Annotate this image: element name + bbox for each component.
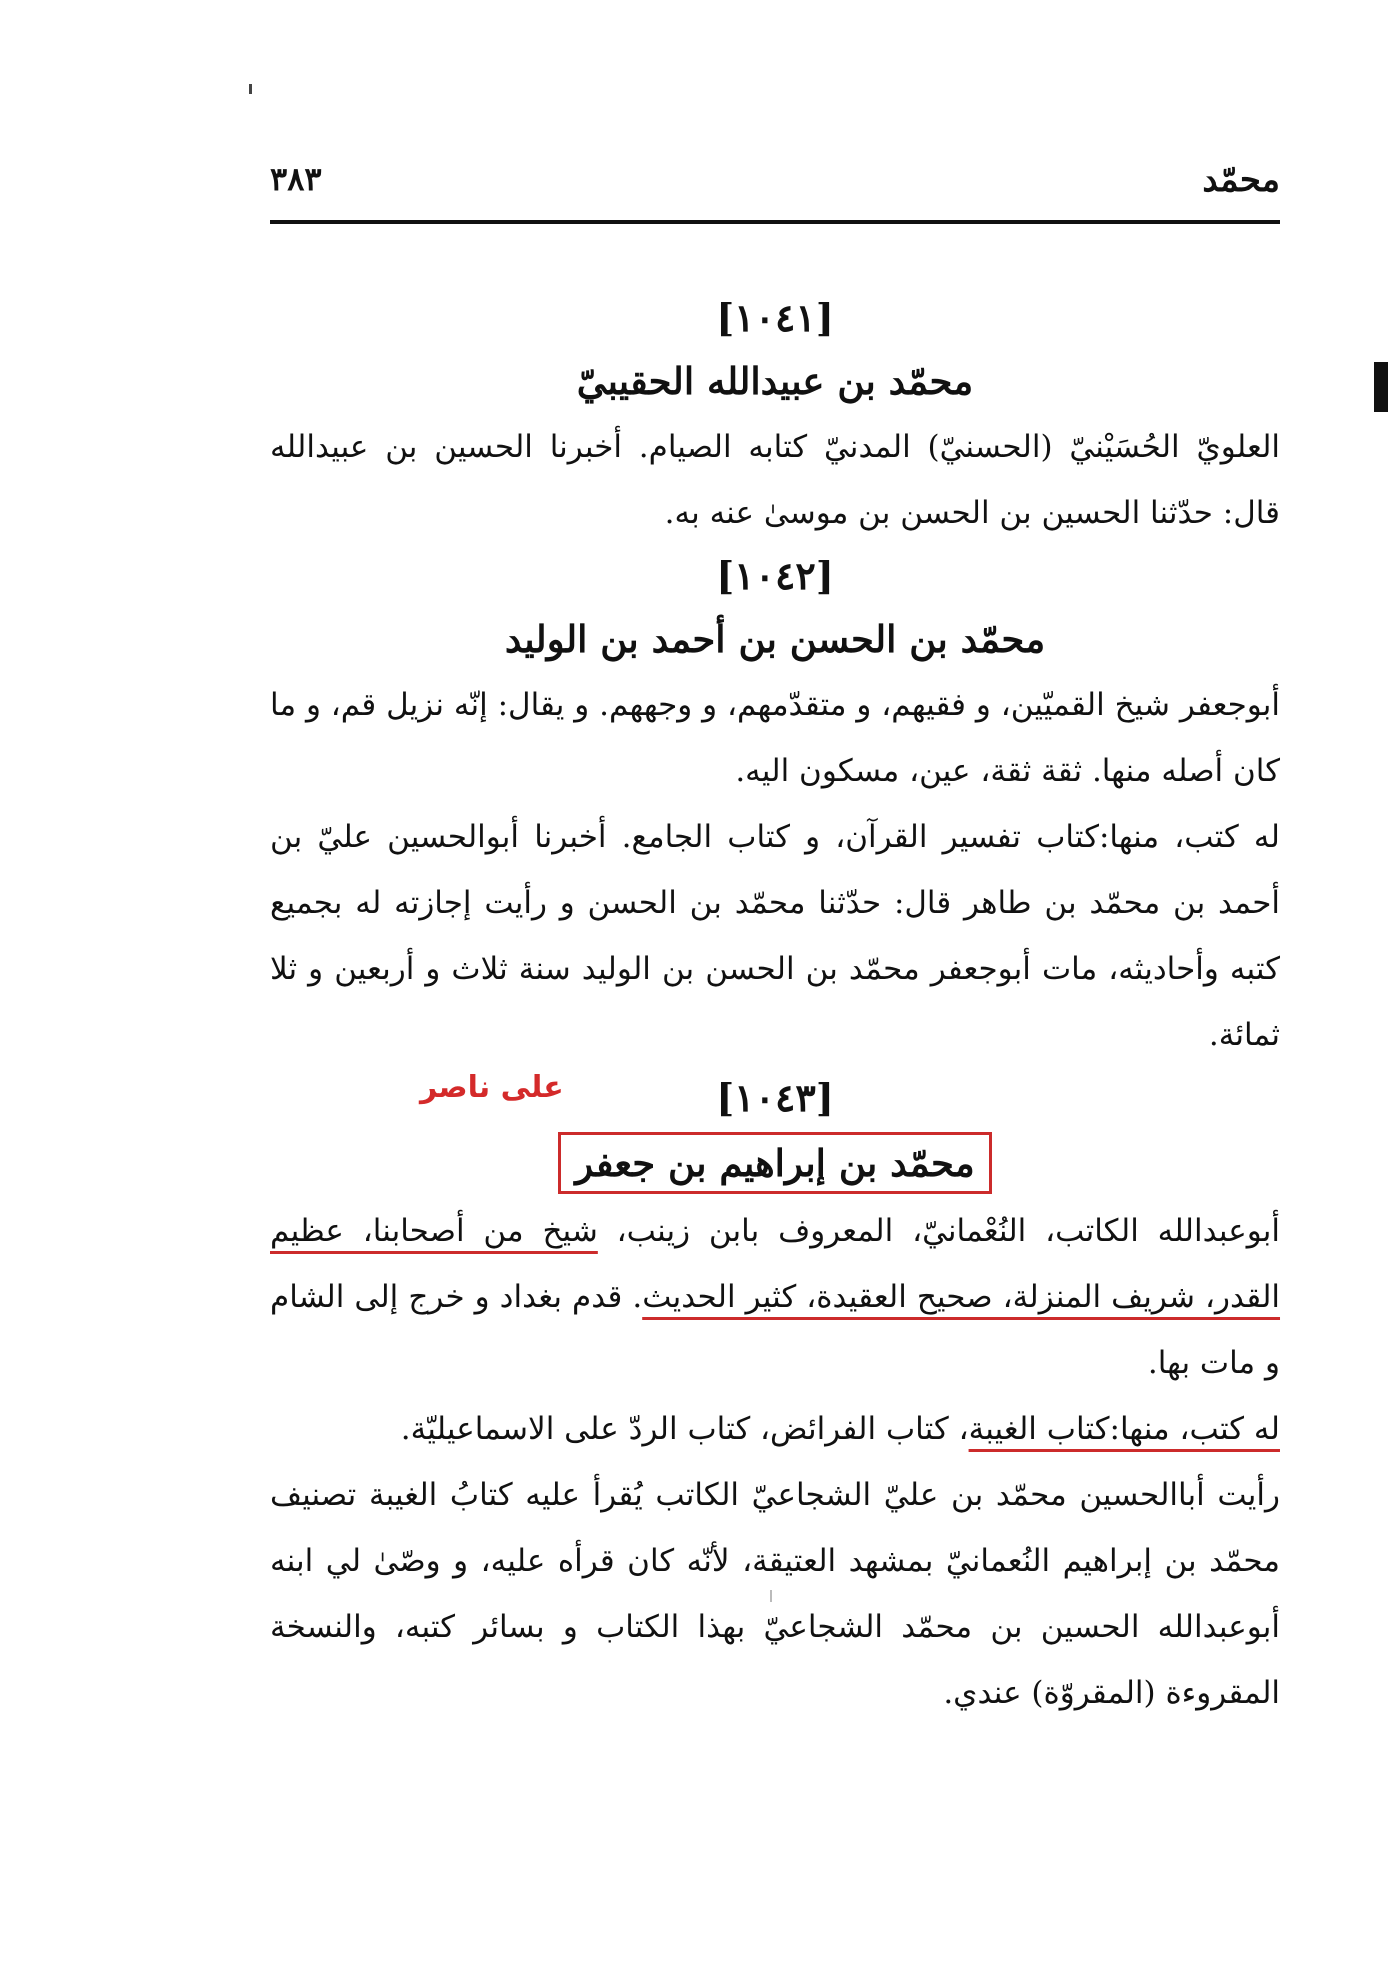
paragraph-text: أبوعبدالله الكاتب، النُعْمانيّ، المعروف بابن زينب، [597,1213,1280,1249]
entry-paragraph: رأيت أباالحسين محمّد بن عليّ الشجاعيّ الكاتب يُقرأ عليه كتابُ الغيبة تصنيف محمّد بن إبراهيم النُعمانيّ بمشهد العتيقة، لأنّه كان قرأه عليه، و وصّىٰ لي ابنه أبوعبدالله الحسين بن محمّد الشجاعيّ بهذا الكتاب و بسائر كتبه، والنسخة المقروءة (المقروّة) عندي. [270,1477,1280,1711]
paragraph-text: ، كتاب الفرائض، كتاب الردّ على الاسماعيليّة. [400,1411,969,1447]
page-content [270,288,1280,1726]
entry-name-box [270,1128,1280,1198]
entry-number: [١٠٤٢] [716,553,834,598]
page-header [270,150,1280,224]
entry-paragraph: العلويّ الحُسَيْنيّ (الحسنيّ) المدنيّ كتابه الصيام. أخبرنا الحسين بن عبيدالله قال: حدّثنا الحسين بن الحسن بن موسىٰ عنه به. [270,429,1280,531]
edge-mark [1374,362,1388,412]
entry-1041 [270,288,1280,546]
underlined-text: له كتب، منها:كتاب الغيبة [968,1411,1280,1447]
underlined-text: شيخ من أصحابنا، عظيم القدر، شريف المنزلة، صحيح العقيدة، كثير الحديث [270,1213,1281,1315]
entry-name: محمّد بن عبيدالله الحقيبيّ [576,359,974,403]
scan-mark [770,1590,772,1602]
running-title: محمّد [1202,160,1280,200]
entry-number: [١٠٤٣] [716,1075,834,1120]
entry-paragraph: أبوجعفر شيخ القميّين، و فقيهم، و متقدّمهم، و وجههم. و يقال: إنّه نزيل قم، و ما كان أصله منها. ثقة ثقة، عين، مسكون اليه. [270,687,1280,789]
entry-name: محمّد بن الحسن بن أحمد بن الوليد [504,617,1046,661]
entry-paragraph: له كتب، منها:كتاب تفسير القرآن، و كتاب الجامع. أخبرنا أبوالحسين عليّ بن أحمد بن محمّد بن طاهر قال: حدّثنا محمّد بن الحسن و رأيت إجازته له بجميع كتبه وأحاديثه، مات أبوجعفر محمّد بن الحسن بن الوليد سنة ثلاث و أربعين و ثلا ثمائة. [270,819,1281,1053]
entry-paragraph [270,1396,1280,1462]
entry-1042 [270,546,1280,1068]
scan-speck [249,84,252,94]
handwritten-annotation: على ناصر [420,1070,564,1105]
paragraph-text: . قدم بغداد و خرج إلى الشام و مات بها. [270,1279,1280,1381]
highlighted-entry-name: محمّد بن إبراهيم بن جعفر [558,1132,991,1194]
entry-1043 [270,1068,1280,1726]
page-number: ٣٨٣ [270,160,322,198]
entry-number: [١٠٤١] [716,295,834,340]
entry-paragraph [270,1198,1280,1396]
